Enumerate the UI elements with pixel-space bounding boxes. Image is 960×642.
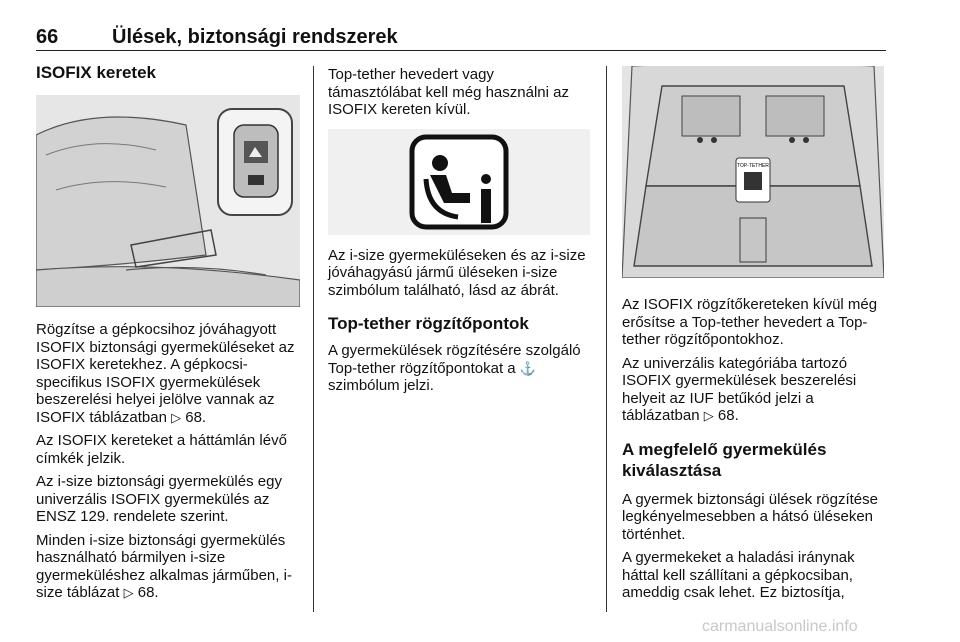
column-left <box>36 62 300 608</box>
paragraph-text: Minden i-size biztonsági gyermekülés használható bármilyen i-size gyermeküléshez alkalmas járműben, i-size táblázat <box>36 531 292 601</box>
paragraph-text: Az univerzális kategóriába tartozó ISOFIX gyermekülések beszerelési helyeit az IUF betűkód jelzi a táblázatban <box>622 354 857 424</box>
paragraph <box>36 532 300 602</box>
column-divider <box>313 66 314 612</box>
paragraph: Az i-size gyermeküléseken és az i-size jóváhagyású jármű üléseken i-size szimbólum található, lásd az ábrát. <box>328 246 586 299</box>
column-divider <box>606 66 607 612</box>
page-title: Ülések, biztonsági rendszerek <box>112 26 398 48</box>
paragraph-text: A gyermekülések rögzítésére szolgáló Top-tether rögzítőpontokat a <box>328 342 581 377</box>
section-heading-isofix: ISOFIX keretek <box>36 63 157 82</box>
section-heading-top-tether: Top-tether rögzítőpontok <box>328 314 529 333</box>
section-heading-child-seat-selection: A megfelelő gyermekülés kiválasztása <box>622 439 827 480</box>
paragraph: Top-tether hevedert vagy támasztólábat kell még használni az ISOFIX kereten kívül. <box>328 66 569 118</box>
trunk-top-tether-illustration <box>622 66 884 278</box>
paragraph-text: szimbólum jelzi. <box>328 377 434 394</box>
page-ref-arrow-icon: ▷ <box>171 409 182 425</box>
paragraph: Az i-size biztonsági gyermekülés egy univerzális ISOFIX gyermekülés az ENSZ 129. rendelete szerint. <box>36 473 282 525</box>
paragraph <box>622 355 890 425</box>
page-reference: 68. <box>717 407 739 424</box>
paragraph-text: Rögzítse a gépkocsihoz jóváhagyott ISOFIX biztonsági gyermeküléseket az ISOFIX keretekhez. A gépkocsi-specifikus ISOFIX gyermekülések beszerelési helyei jelölve vannak az ISOFIX táblázatban <box>36 321 295 426</box>
paragraph <box>36 321 300 426</box>
paragraph: Az ISOFIX kereteket a háttámlán lévő címkék jelzik. <box>36 432 287 467</box>
column-right <box>622 66 890 608</box>
page-header <box>36 26 886 51</box>
page-ref-arrow-icon: ▷ <box>703 408 714 423</box>
top-tether-symbol-icon: ⚓ <box>519 360 536 376</box>
i-size-symbol-figure <box>328 129 590 235</box>
page-reference: 68. <box>137 584 159 601</box>
paragraph: Az ISOFIX rögzítőkereteken kívül még erősítse a Top-tether hevedert a Top-tether rögzítőpontokhoz. <box>622 296 878 348</box>
page-number: 66 <box>36 26 59 48</box>
column-middle <box>328 66 590 401</box>
isofix-seat-illustration <box>36 95 300 307</box>
watermark: carmanualsonline.info <box>702 618 858 635</box>
paragraph: A gyermek biztonsági ülések rögzítése legkényelmesebben a hátsó üléseken történhet. <box>622 490 878 543</box>
top-tether-label: TOP-TETHER <box>737 163 769 169</box>
paragraph: A gyermekeket a haladási iránynak háttal kell szállítani a gépkocsiban, ameddig csak lehet. Ez biztosítja, <box>622 549 855 601</box>
page-reference: 68. <box>185 408 207 426</box>
paragraph <box>328 342 590 395</box>
page-ref-arrow-icon: ▷ <box>123 585 134 600</box>
